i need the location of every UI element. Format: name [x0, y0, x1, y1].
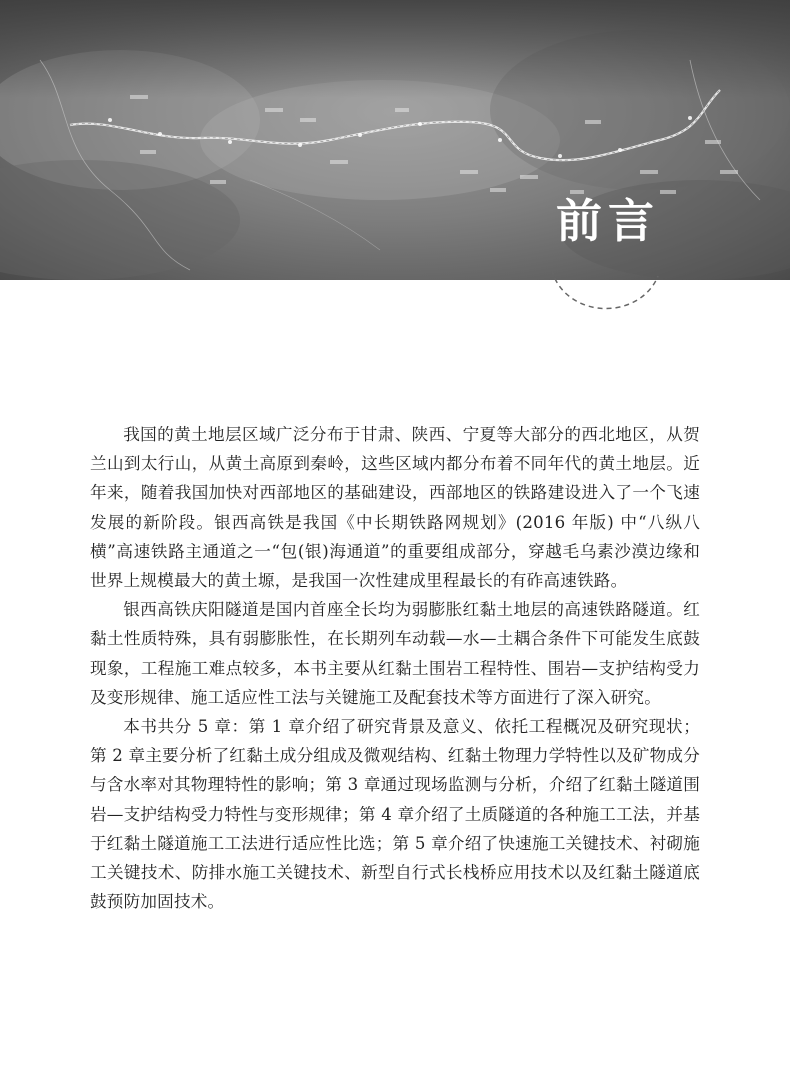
paragraph-2: 银西高铁庆阳隧道是国内首座全长均为弱膨胀红黏土地层的高速铁路隧道。红黏土性质特殊，具有弱膨胀性，在长期列车动载—水—土耦合条件下可能发生底鼓现象，工程施工难点较多，本书主要从红黏土围岩工程特性、围岩—支护结构受力及变形规律、施工适应性工法与关键施工及配套技术等方面进行了深入研究。: [90, 600, 700, 707]
railway-map-graphic: [0, 0, 790, 280]
paragraph-1: 我国的黄土地层区域广泛分布于甘肃、陕西、宁夏等大部分的西北地区，从贺兰山到太行山，从黄土高原到秦岭，这些区域内都分布着不同年代的黄土地层。近年来，随着我国加快对西部地区的基础建设，西部地区的铁路建设进入了一个飞速发展的新阶段。银西高铁是我国《中长期铁路网规划》(2016 年版) 中“八纵八横”高速铁路主通道之一“包(银)海通道”的重要组成部分，穿越毛乌素沙漠边缘和世界上规模最大的黄土塬，是我国一次性建成里程最长的有砟高速铁路。: [90, 425, 700, 591]
header-map-image: [0, 0, 790, 280]
page-title: 前言: [556, 194, 660, 248]
preface-body: [90, 420, 700, 916]
decorative-dashed-arc: [540, 240, 670, 325]
paragraph-3: 本书共分 5 章：第 1 章介绍了研究背景及意义、依托工程概况及研究现状；第 2 章主要分析了红黏土成分组成及微观结构、红黏土物理力学特性以及矿物成分与含水率对其物理特性的影响；第 3 章通过现场监测与分析，介绍了红黏土隧道围岩—支护结构受力特性与变形规律；第 4 章介绍了土质隧道的各种施工工法，并基于红黏土隧道施工工法进行适应性比选；第 5 章介绍了快速施工关键技术、衬砌施工关键技术、防排水施工关键技术、新型自行式长栈桥应用技术以及红黏土隧道底鼓预防加固技术。: [90, 717, 700, 912]
